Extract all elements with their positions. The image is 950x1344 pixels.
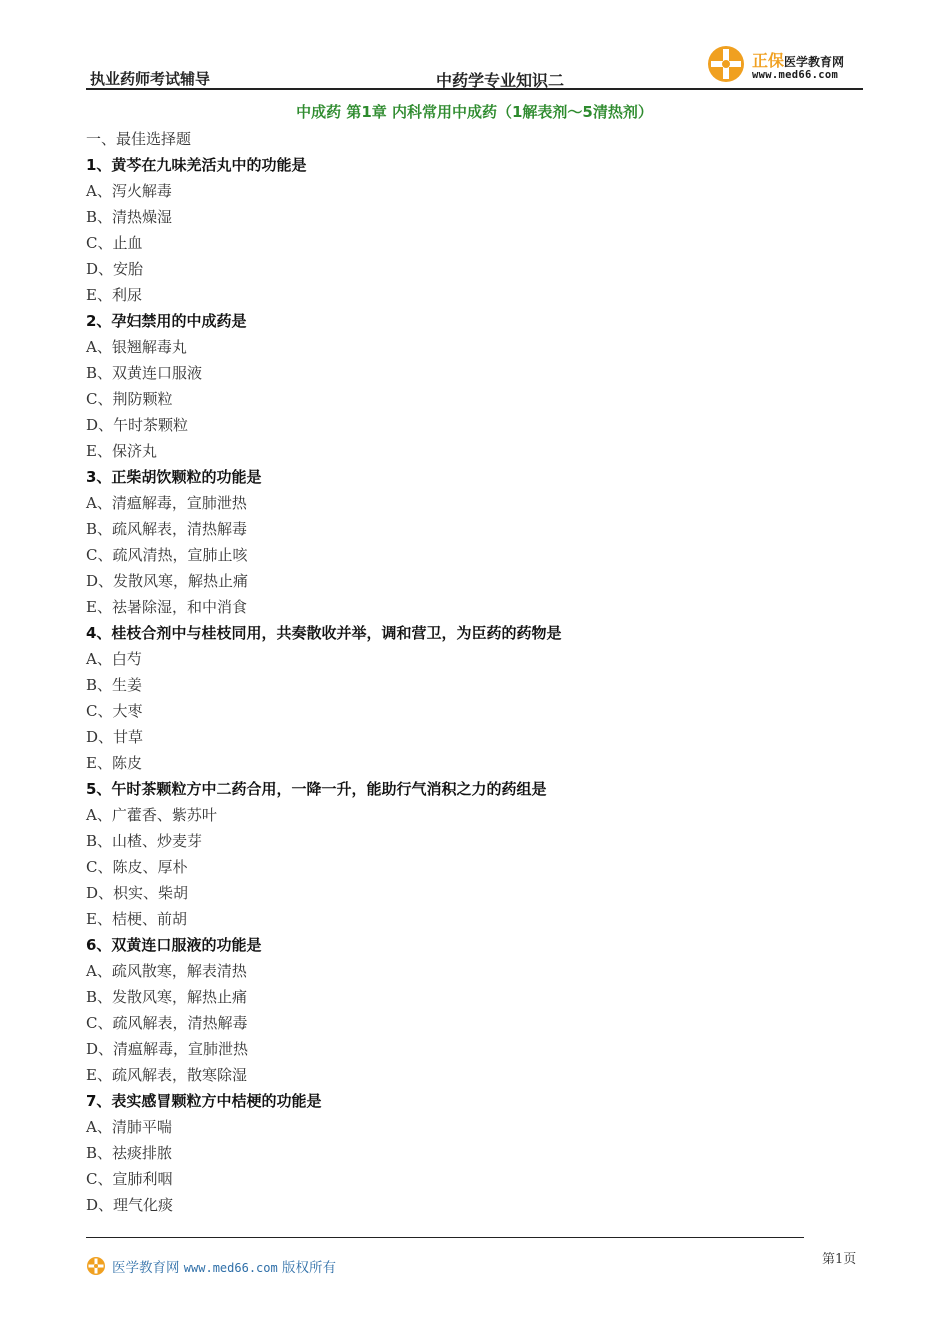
answer-option: E、桔梗、前胡 [86,910,187,928]
answer-option: D、安胎 [86,260,144,278]
answer-option: A、疏风散寒，解表清热 [86,962,247,980]
question-stem: 5、午时茶颗粒方中二药合用，一降一升，能助行气消积之力的药组是 [86,780,547,798]
answer-option: A、清肺平喘 [86,1118,172,1136]
answer-option: E、疏风解表，散寒除湿 [86,1066,247,1084]
answer-option: D、理气化痰 [86,1196,174,1214]
header-divider [86,88,863,90]
question-stem: 4、桂枝合剂中与桂枝同用，共奏散收并举，调和营卫，为臣药的药物是 [86,624,562,642]
answer-option: D、清瘟解毒，宣肺泄热 [86,1040,249,1058]
logo-url: www.med66.com [752,69,839,81]
logo-brand-sub: 医学教育网 [784,55,845,69]
answer-option: E、祛暑除湿，和中消食 [86,598,247,616]
answer-option: A、广藿香、紫苏叶 [86,806,217,824]
question-stem: 2、孕妇禁用的中成药是 [86,312,247,330]
footer-divider [86,1237,804,1238]
section-heading: 一、最佳选择题 [86,130,192,148]
answer-option: B、山楂、炒麦芽 [86,832,203,850]
answer-option: A、清瘟解毒，宣肺泄热 [86,494,247,512]
question-list [86,126,846,1218]
footer-url: www.med66.com [183,1261,278,1275]
question-stem: 1、黄芩在九味羌活丸中的功能是 [86,156,307,174]
answer-option: D、甘草 [86,728,144,746]
header-subject: 中药学专业知识二 [435,71,564,90]
answer-option: D、午时茶颗粒 [86,416,189,434]
footer-rights: 版权所有 [282,1260,337,1276]
answer-option: C、疏风清热，宣肺止咳 [86,546,248,564]
answer-option: E、利尿 [86,286,142,304]
answer-option: B、生姜 [86,676,143,694]
answer-option: E、保济丸 [86,442,157,460]
logo-cross-icon [706,44,746,84]
page-number: 第1页 [822,1252,857,1267]
answer-option: C、疏风解表，清热解毒 [86,1014,248,1032]
answer-option: C、大枣 [86,702,143,720]
footer-copyright [112,1256,336,1276]
logo-brand-name: 正保 [752,51,785,70]
footer-site-name: 医学教育网 [112,1260,180,1276]
answer-option: A、银翘解毒丸 [86,338,187,356]
answer-option: A、泻火解毒 [86,182,172,200]
questions-container [86,152,846,1218]
question-stem: 3、正柴胡饮颗粒的功能是 [86,468,262,486]
answer-option: E、陈皮 [86,754,142,772]
answer-option: C、止血 [86,234,143,252]
footer-logo-icon [86,1256,106,1276]
question-stem: 6、双黄连口服液的功能是 [86,936,262,954]
header-course-name: 执业药师考试辅导 [90,70,211,88]
answer-option: D、发散风寒，解热止痛 [86,572,249,590]
answer-option: B、祛痰排脓 [86,1144,173,1162]
logo-brand [752,48,844,71]
answer-option: B、发散风寒，解热止痛 [86,988,248,1006]
answer-option: B、清热燥湿 [86,208,173,226]
question-stem: 7、表实感冒颗粒方中桔梗的功能是 [86,1092,322,1110]
answer-option: C、陈皮、厚朴 [86,858,188,876]
answer-option: C、宣肺利咽 [86,1170,173,1188]
med66-logo [706,44,866,86]
answer-option: B、双黄连口服液 [86,364,203,382]
answer-option: D、枳实、柴胡 [86,884,189,902]
chapter-title: 中成药 第1章 内科常用中成药（1解表剂～5清热剂） [296,103,653,121]
answer-option: A、白芍 [86,650,142,668]
answer-option: B、疏风解表，清热解毒 [86,520,248,538]
answer-option: C、荆防颗粒 [86,390,173,408]
